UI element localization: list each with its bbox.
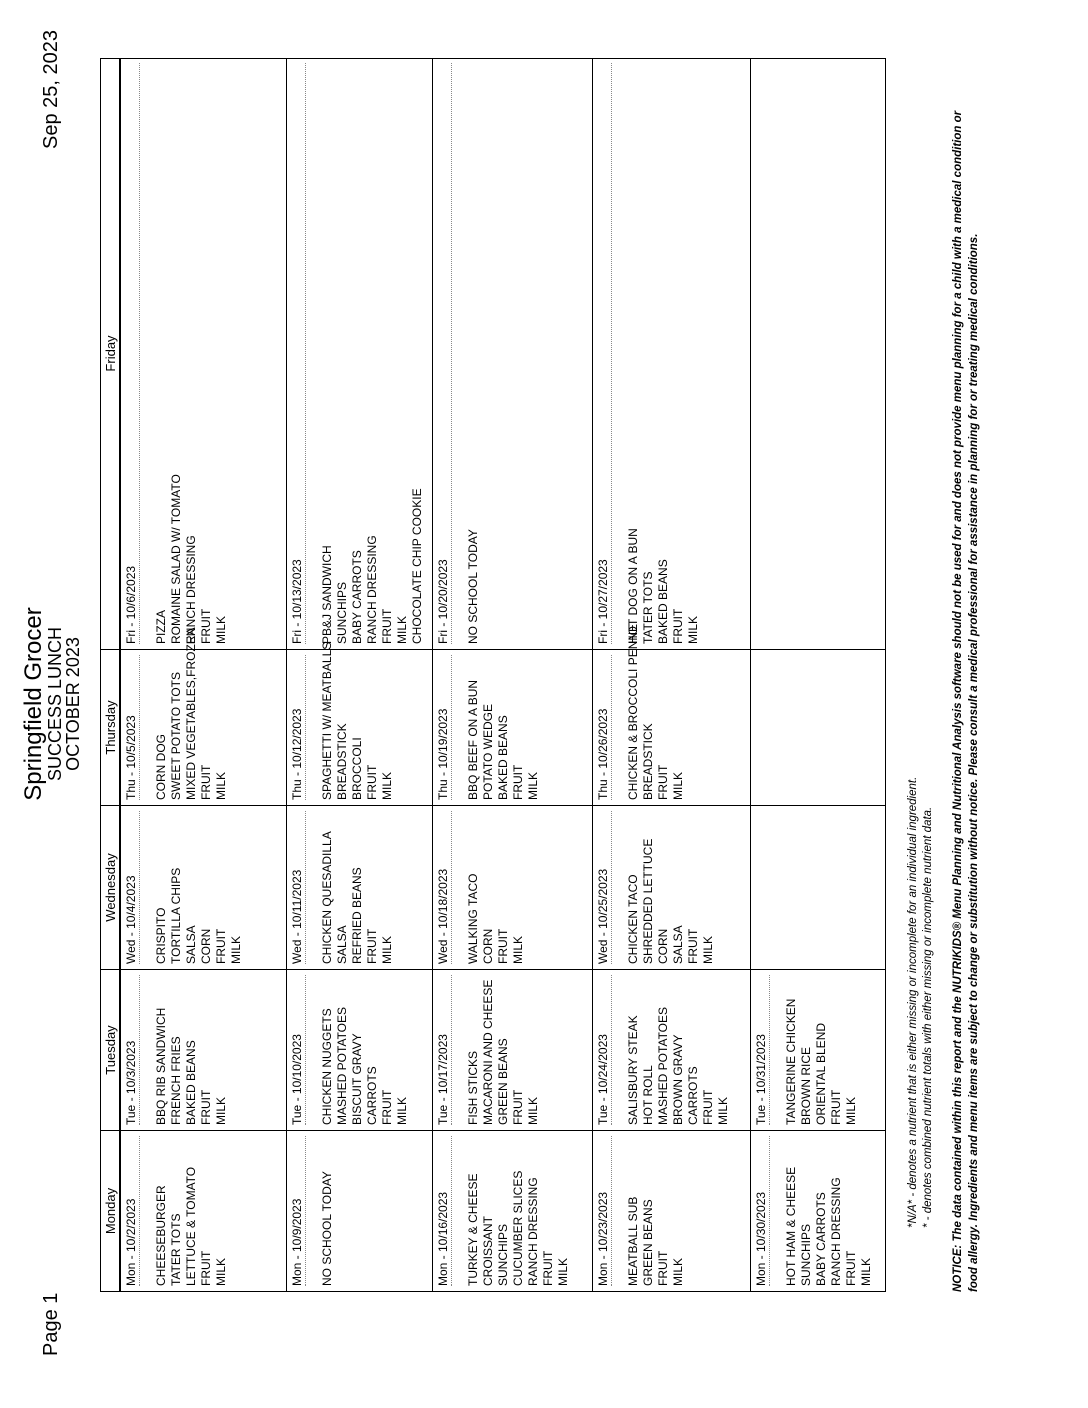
- day-cell: [593, 623, 750, 806]
- menu-item: FRUIT: [199, 764, 213, 800]
- menu-item: MILK: [526, 771, 540, 800]
- menu-item: MILK: [859, 1257, 873, 1286]
- menu-item: RANCH DRESSING: [365, 535, 379, 644]
- menu-item: CORN: [481, 928, 495, 964]
- menu-item: BROWN RICE: [799, 1047, 813, 1125]
- menu-item: FRUIT: [656, 764, 670, 800]
- day-cell: [121, 58, 286, 650]
- day-date: Tue - 10/24/2023: [596, 975, 612, 1125]
- na-footnote: *N/A* - denotes a nutrient that is either missing or incomplete for an individual ingredient.: [907, 776, 919, 1228]
- menu-item: MILK: [716, 1096, 730, 1125]
- menu-item: FRUIT: [701, 1089, 715, 1125]
- menu-item-list: [466, 1136, 571, 1286]
- menu-item: GREEN BEANS: [641, 1199, 655, 1286]
- day-cell: [751, 970, 886, 1131]
- menu-item: MILK: [556, 1257, 570, 1286]
- footnotes: [906, 108, 936, 1228]
- menu-item: MILK: [671, 1257, 685, 1286]
- menu-item: SALSA: [671, 925, 685, 964]
- menu-item-list: [154, 975, 229, 1125]
- menu-item: WALKING TACO: [466, 873, 480, 964]
- menu-month: OCTOBER 2023: [63, 637, 83, 771]
- menu-item-list: [320, 975, 410, 1125]
- day-cell: [593, 1131, 750, 1292]
- menu-item: MILK: [380, 771, 394, 800]
- menu-item: FRUIT: [844, 1250, 858, 1286]
- menu-item: FRUIT: [541, 1250, 555, 1286]
- week-row: [750, 59, 886, 1292]
- menu-item: MILK: [380, 935, 394, 964]
- week-row: [286, 59, 432, 1292]
- menu-item: ROMAINE SALAD W/ TOMATO: [169, 474, 183, 644]
- menu-item-list: [466, 811, 526, 964]
- menu-item: ORIENTAL BLEND: [814, 1022, 828, 1125]
- menu-calendar-grid: [100, 58, 886, 1292]
- menu-item: FRUIT: [496, 928, 510, 964]
- menu-item: CHICKEN & BROCCOLI PENNE: [626, 623, 640, 800]
- menu-item: CHEESEBURGER: [154, 1185, 168, 1286]
- menu-item: SWEET POTATO TOTS: [169, 671, 183, 800]
- menu-item: MILK: [214, 771, 228, 800]
- menu-item: HOT DOG ON A BUN: [626, 528, 640, 644]
- menu-item: FRUIT: [214, 928, 228, 964]
- menu-item: SALSA: [184, 925, 198, 964]
- menu-item: MASHED POTATOES: [656, 1006, 670, 1125]
- menu-item: TATER TOTS: [641, 571, 655, 644]
- menu-item: MILK: [511, 935, 525, 964]
- menu-item: RANCH DRESSING: [526, 1177, 540, 1286]
- menu-item: BREADSTICK: [641, 723, 655, 800]
- day-cell: [433, 1131, 592, 1292]
- day-date: Fri - 10/20/2023: [436, 63, 452, 644]
- day-cell: [121, 806, 286, 970]
- menu-item-list: [466, 63, 481, 644]
- menu-item: HOT HAM & CHEESE: [784, 1166, 798, 1286]
- menu-item-list: [320, 63, 425, 644]
- menu-item: MACARONI AND CHEESE: [481, 979, 495, 1125]
- menu-item-list: [154, 63, 229, 644]
- menu-item: BROWN GRAVY: [671, 1034, 685, 1125]
- day-header-wednesday: Wednesday: [100, 806, 120, 970]
- menu-item-list: [154, 627, 229, 800]
- menu-item: TORTILLA CHIPS: [169, 867, 183, 964]
- day-date: Mon - 10/23/2023: [596, 1136, 612, 1286]
- menu-item: SHREDDED LETTUCE: [641, 838, 655, 964]
- day-cell: [287, 806, 432, 970]
- menu-item: CHOCOLATE CHIP COOKIE: [410, 488, 424, 644]
- menu-item: BBQ RIB SANDWICH: [154, 1007, 168, 1125]
- menu-item-list: [784, 975, 859, 1125]
- menu-item: SALSA: [335, 925, 349, 964]
- day-cell: [593, 970, 750, 1131]
- menu-item: FRUIT: [199, 608, 213, 644]
- menu-item: FRUIT: [511, 764, 525, 800]
- menu-item: BROCCOLI: [350, 737, 364, 800]
- day-date: Fri - 10/27/2023: [596, 63, 612, 644]
- day-cell: [121, 1131, 286, 1292]
- day-date: Thu - 10/12/2023: [290, 655, 306, 800]
- day-cell: [287, 58, 432, 650]
- menu-item: MILK: [395, 615, 409, 644]
- menu-item: FRUIT: [199, 1250, 213, 1286]
- day-cell: [751, 1131, 886, 1292]
- day-date: Tue - 10/3/2023: [124, 975, 140, 1125]
- day-date: Mon - 10/9/2023: [290, 1136, 306, 1286]
- menu-item: BAKED BEANS: [496, 715, 510, 800]
- week-row: [432, 59, 592, 1292]
- day-date: Wed - 10/11/2023: [290, 811, 306, 964]
- menu-item: MIXED VEGETABLES,FROZEN: [184, 627, 198, 800]
- menu-item: MILK: [686, 615, 700, 644]
- menu-item: CORN: [199, 928, 213, 964]
- menu-item: MILK: [395, 1096, 409, 1125]
- day-cell: [287, 970, 432, 1131]
- menu-item: SPAGHETTI W/ MEATBALLS: [320, 641, 334, 800]
- menu-item-list: [154, 1136, 229, 1286]
- menu-item-list: [626, 63, 701, 644]
- menu-item: FRUIT: [365, 764, 379, 800]
- menu-item: PIZZA: [154, 609, 168, 644]
- menu-item: BREADSTICK: [335, 723, 349, 800]
- star-footnote: * - denotes combined nutrient totals with either missing or incomplete nutrient data.: [922, 806, 934, 1228]
- menu-item: FRUIT: [511, 1089, 525, 1125]
- day-header-tuesday: Tuesday: [100, 970, 120, 1131]
- day-date: Mon - 10/2/2023: [124, 1136, 140, 1286]
- day-cell: [751, 650, 886, 806]
- menu-item: TANGERINE CHICKEN: [784, 998, 798, 1125]
- menu-item: MILK: [844, 1096, 858, 1125]
- day-date: Thu - 10/19/2023: [436, 655, 452, 800]
- print-date: Sep 25, 2023: [40, 30, 62, 149]
- menu-item: FRUIT: [686, 928, 700, 964]
- menu-item: NO SCHOOL TODAY: [320, 1171, 334, 1286]
- page-number: Page 1: [40, 1292, 62, 1356]
- menu-item-list: [626, 811, 716, 964]
- day-date: Fri - 10/13/2023: [290, 63, 306, 644]
- menu-item: SUNCHIPS: [496, 1223, 510, 1286]
- menu-item-list: [320, 811, 395, 964]
- menu-item-list: [466, 655, 541, 800]
- menu-item: BAKED BEANS: [184, 1040, 198, 1125]
- day-date: Thu - 10/26/2023: [596, 655, 612, 800]
- menu-item: TURKEY & CHEESE: [466, 1173, 480, 1286]
- menu-item: MILK: [214, 615, 228, 644]
- day-date: Thu - 10/5/2023: [124, 655, 140, 800]
- menu-item-list: [784, 1136, 874, 1286]
- menu-item: MILK: [229, 935, 243, 964]
- menu-item: CROISSANT: [481, 1215, 495, 1286]
- menu-item: MILK: [526, 1096, 540, 1125]
- day-header-monday: Monday: [100, 1131, 120, 1292]
- menu-item-list: [466, 975, 541, 1125]
- menu-item-list: [154, 811, 244, 964]
- menu-subtitle: SUCCESS LUNCH: [45, 626, 65, 782]
- day-date: Wed - 10/4/2023: [124, 811, 140, 964]
- day-date: Mon - 10/16/2023: [436, 1136, 452, 1286]
- day-date: Tue - 10/31/2023: [754, 975, 770, 1125]
- day-header-friday: Friday: [100, 58, 120, 650]
- day-date: Wed - 10/18/2023: [436, 811, 452, 964]
- menu-item: CRISPITO: [154, 907, 168, 964]
- menu-item: CARROTS: [365, 1066, 379, 1125]
- day-cell: [433, 650, 592, 806]
- menu-item: FRUIT: [656, 1250, 670, 1286]
- menu-item: CORN: [656, 928, 670, 964]
- menu-item: LETTUCE & TOMATO: [184, 1166, 198, 1286]
- menu-item: FRUIT: [380, 608, 394, 644]
- menu-item: HOT ROLL: [641, 1065, 655, 1125]
- menu-item-list: [320, 1136, 335, 1286]
- menu-item: SUNCHIPS: [335, 581, 349, 644]
- day-cell: [433, 58, 592, 650]
- day-cell: [287, 1131, 432, 1292]
- day-cell: [751, 806, 886, 970]
- menu-item: CARROTS: [686, 1066, 700, 1125]
- menu-item: MILK: [671, 771, 685, 800]
- day-date: Tue - 10/17/2023: [436, 975, 452, 1125]
- menu-item: BABY CARROTS: [350, 550, 364, 644]
- menu-item: MASHED POTATOES: [335, 1006, 349, 1125]
- menu-item: FRUIT: [199, 1089, 213, 1125]
- menu-item: RANCH DRESSING: [829, 1177, 843, 1286]
- menu-item: MEATBALL SUB: [626, 1196, 640, 1286]
- menu-item: NO SCHOOL TODAY: [466, 529, 480, 644]
- day-date: Wed - 10/25/2023: [596, 811, 612, 964]
- day-cell: [593, 58, 750, 650]
- menu-item-list: [626, 623, 686, 800]
- menu-item: PB&J SANDWICH: [320, 545, 334, 644]
- day-cell: [593, 806, 750, 970]
- menu-item: FRUIT: [380, 1089, 394, 1125]
- menu-item: CHICKEN QUESADILLA: [320, 831, 334, 964]
- menu-item: FISH STICKS: [466, 1050, 480, 1125]
- menu-item: FRENCH FRIES: [169, 1036, 183, 1125]
- menu-item: BAKED BEANS: [656, 559, 670, 644]
- day-cell: [121, 970, 286, 1131]
- menu-item: BABY CARROTS: [814, 1192, 828, 1286]
- menu-item: CHICKEN TACO: [626, 874, 640, 964]
- menu-item: FRUIT: [829, 1089, 843, 1125]
- menu-item: TATER TOTS: [169, 1213, 183, 1286]
- menu-item: FRUIT: [671, 608, 685, 644]
- day-date: Mon - 10/30/2023: [754, 1136, 770, 1286]
- menu-item: CHICKEN NUGGETS: [320, 1008, 334, 1125]
- day-cell: [751, 58, 886, 650]
- menu-item: FRUIT: [365, 928, 379, 964]
- menu-item: MILK: [701, 935, 715, 964]
- organization-name: Springfield Grocer: [20, 607, 47, 801]
- menu-item: MILK: [214, 1096, 228, 1125]
- menu-item: SUNCHIPS: [799, 1223, 813, 1286]
- menu-item: SALISBURY STEAK: [626, 1015, 640, 1125]
- day-header-thursday: Thursday: [100, 650, 120, 806]
- day-cell: [287, 641, 432, 806]
- menu-item: CORN DOG: [154, 734, 168, 800]
- menu-item-list: [626, 1136, 686, 1286]
- menu-item-list: [320, 641, 395, 800]
- week-row: [592, 59, 750, 1292]
- menu-item: BBQ BEEF ON A BUN: [466, 679, 480, 800]
- menu-item: RANCH DRESSING: [184, 535, 198, 644]
- menu-item: GREEN BEANS: [496, 1038, 510, 1125]
- menu-item: MILK: [214, 1257, 228, 1286]
- day-cell: [121, 627, 286, 806]
- menu-item: REFRIED BEANS: [350, 867, 364, 964]
- day-date: Tue - 10/10/2023: [290, 975, 306, 1125]
- day-cell: [433, 806, 592, 970]
- disclaimer-notice: NOTICE: The data contained within this report and the NUTRIKIDS® Menu Planning and Nutritional Analysis software should not be used for and does not provide menu planning for a child with a medical condition or food allergy. Ingredients and menu items are subject to change or substitution without notice. Please consult a medical professional for assistance in planning for or treating medical conditions.: [952, 110, 980, 1292]
- menu-item: BISCUIT GRAVY: [350, 1033, 364, 1125]
- menu-header: [22, 0, 82, 1408]
- menu-item-list: [626, 975, 731, 1125]
- day-cell: [433, 970, 592, 1131]
- day-date: Fri - 10/6/2023: [124, 63, 140, 644]
- menu-item: POTATO WEDGE: [481, 703, 495, 800]
- week-row: [120, 59, 286, 1292]
- menu-item: CUCUMBER SLICES: [511, 1170, 525, 1286]
